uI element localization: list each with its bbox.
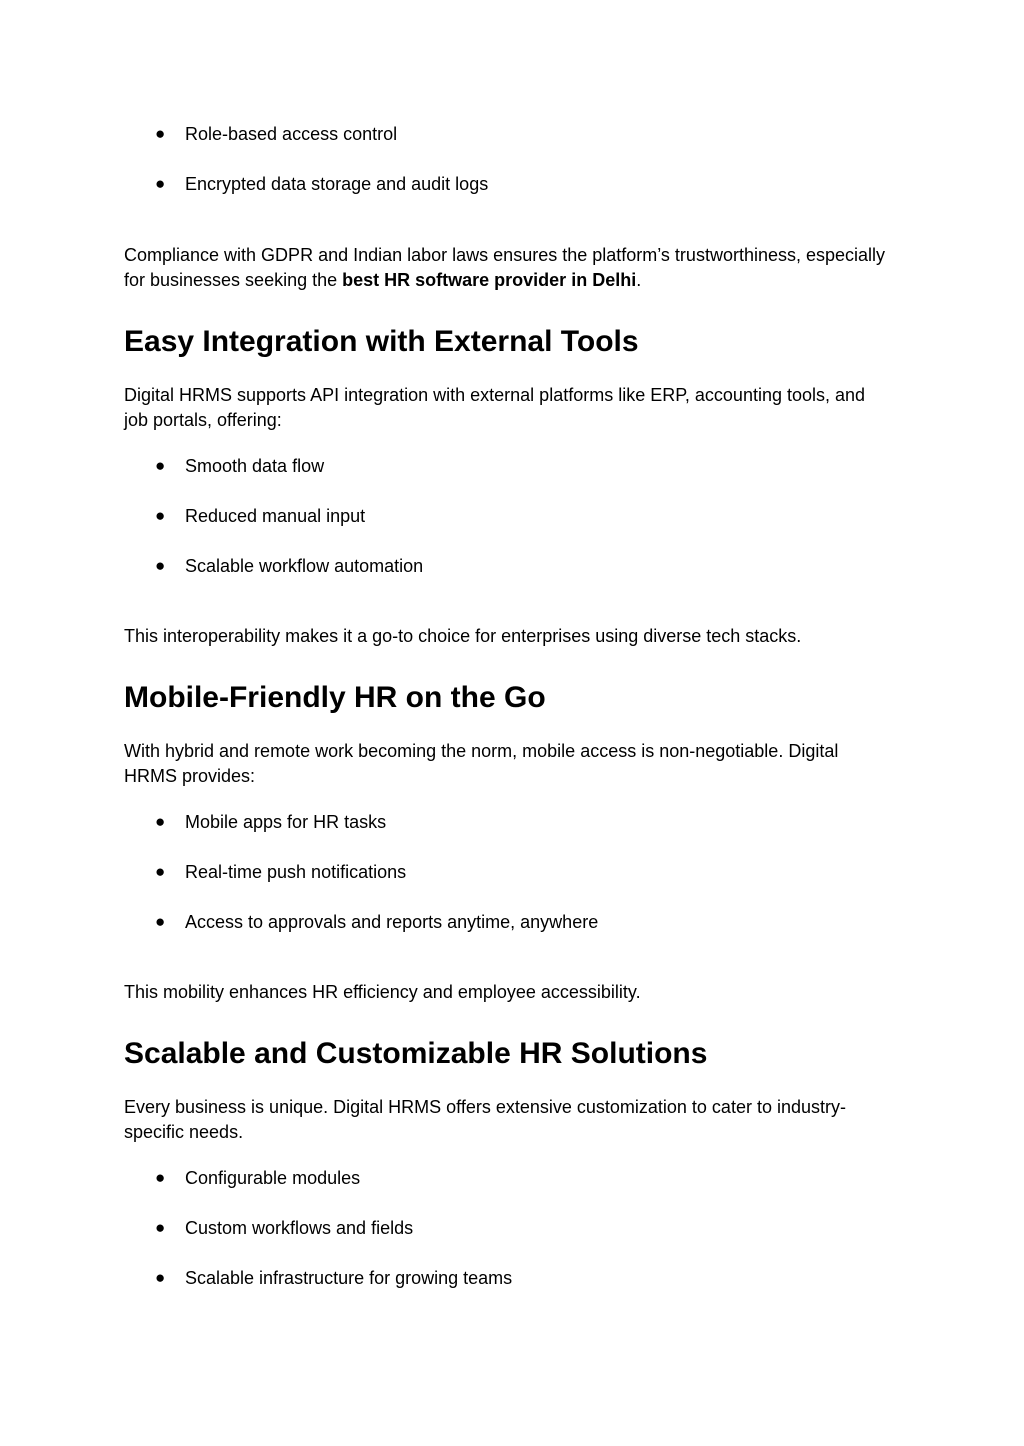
- list-item-text: Reduced manual input: [185, 506, 366, 526]
- bullet-icon: ●: [155, 1218, 166, 1237]
- list-item: [0, 171, 1024, 197]
- compliance-text-end: .: [636, 270, 642, 290]
- bullet-icon: ●: [155, 506, 166, 525]
- bullet-icon: ●: [155, 456, 166, 475]
- list-item: [0, 121, 1024, 147]
- list-item: [0, 503, 1024, 529]
- list-item-text: Mobile apps for HR tasks: [185, 812, 387, 832]
- bullet-icon: ●: [155, 912, 166, 931]
- mobile-intro-paragraph: With hybrid and remote work becoming the norm, mobile access is non-negotiable. Digital HRMS provides:: [124, 741, 839, 786]
- list-item: [0, 859, 1024, 885]
- list-item: [0, 909, 1024, 935]
- section-heading-mobile: Mobile-Friendly HR on the Go: [124, 681, 546, 714]
- bullet-icon: ●: [155, 124, 166, 143]
- bullet-icon: ●: [155, 556, 166, 575]
- list-item: [0, 809, 1024, 835]
- list-item-text: Scalable infrastructure for growing teams: [185, 1268, 513, 1288]
- bullet-icon: ●: [155, 812, 166, 831]
- mobile-closing-paragraph: This mobility enhances HR efficiency and employee accessibility.: [124, 982, 641, 1002]
- list-item-text: Smooth data flow: [185, 456, 325, 476]
- scalable-intro-paragraph: Every business is unique. Digital HRMS offers extensive customization to cater to industry-specific needs.: [124, 1097, 846, 1142]
- bullet-icon: ●: [155, 1268, 166, 1287]
- list-item-text: Configurable modules: [185, 1168, 361, 1188]
- compliance-paragraph: [124, 243, 894, 293]
- bullet-icon: ●: [155, 1168, 166, 1187]
- section-heading-scalable: Scalable and Customizable HR Solutions: [124, 1037, 708, 1070]
- bullet-icon: ●: [155, 174, 166, 193]
- list-item-text: Access to approvals and reports anytime, anywhere: [185, 912, 599, 932]
- list-item-text: Real-time push notifications: [185, 862, 407, 882]
- list-item-text: Encrypted data storage and audit logs: [185, 174, 489, 194]
- list-item: [0, 1265, 1024, 1291]
- list-item-text: Custom workflows and fields: [185, 1218, 414, 1238]
- integration-intro-paragraph: Digital HRMS supports API integration with external platforms like ERP, accounting tools, and job portals, offering:: [124, 385, 866, 430]
- list-item-text: Scalable workflow automation: [185, 556, 424, 576]
- list-item: [0, 453, 1024, 479]
- integration-closing-paragraph: This interoperability makes it a go-to choice for enterprises using diverse tech stacks.: [124, 626, 802, 646]
- compliance-text: Compliance with GDPR and Indian labor laws ensures the platform’s trustworthiness, especially for businesses seeking the: [124, 245, 886, 290]
- section-heading-integration: Easy Integration with External Tools: [124, 325, 639, 358]
- list-item: [0, 553, 1024, 579]
- list-item: [0, 1165, 1024, 1191]
- list-item-text: Role-based access control: [185, 124, 398, 144]
- compliance-bold-text: best HR software provider in Delhi: [342, 270, 637, 290]
- list-item: [0, 1215, 1024, 1241]
- bullet-icon: ●: [155, 862, 166, 881]
